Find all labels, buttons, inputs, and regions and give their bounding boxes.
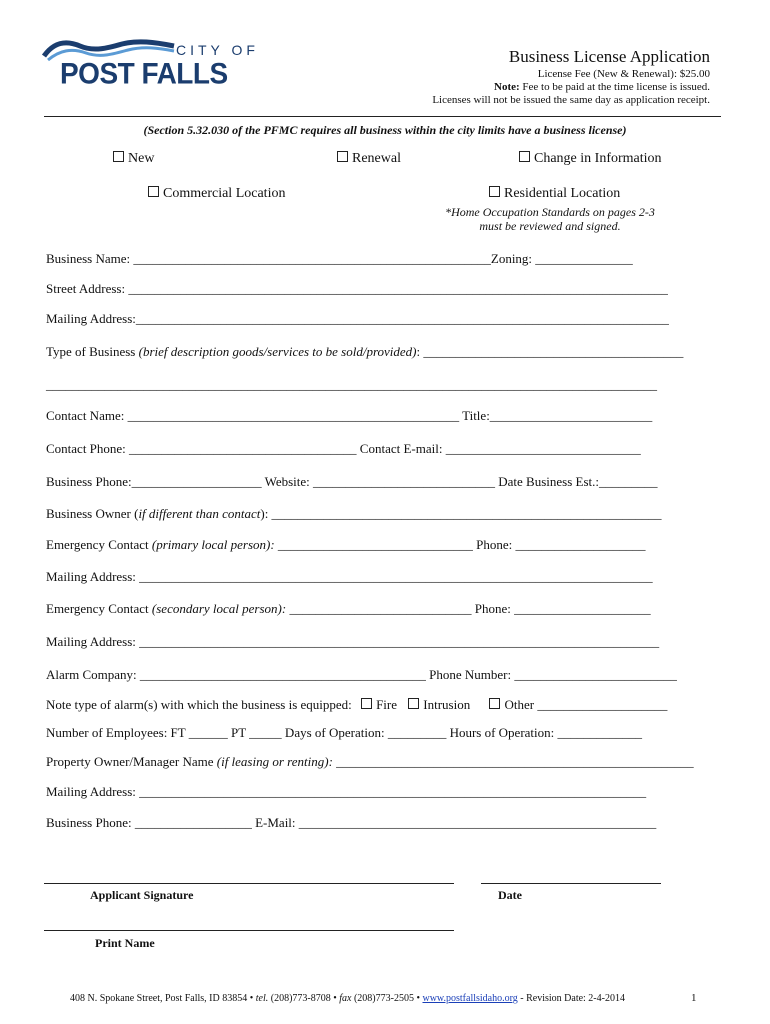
option-renewal-label: Renewal <box>352 151 401 166</box>
alarm-type-label: Note type of alarm(s) with which the business is equipped: <box>46 697 352 712</box>
field-type-of-business[interactable] <box>46 344 683 360</box>
alarm-fire-label: Fire <box>376 697 398 712</box>
type-line: : ________________________________________ <box>416 344 684 359</box>
option-change-label: Change in Information <box>534 151 662 166</box>
checkbox-intrusion[interactable] <box>408 698 419 709</box>
option-new[interactable] <box>113 151 154 167</box>
footer <box>70 993 625 1004</box>
print-name-label: Print Name <box>95 936 155 950</box>
logo-city-text: CITY OF <box>176 42 259 58</box>
section-note: (Section 5.32.030 of the PFMC requires all business within the city limits have a business license) <box>143 123 627 137</box>
alarm-other-label: Other ____________________ <box>504 697 668 712</box>
owner-mgr-hint: (if leasing or renting): <box>216 754 333 769</box>
field-type-of-business-line-2[interactable]: ______________________________________________________________________________________________ <box>46 377 657 392</box>
type-label: Type of Business <box>46 344 139 359</box>
option-commercial[interactable] <box>148 186 285 202</box>
fee-note-text: Fee to be paid at the time license is issued. <box>519 81 710 93</box>
license-fee: License Fee (New & Renewal): $25.00 <box>537 68 710 80</box>
owner-hint: if different than contact <box>138 506 261 521</box>
page-number: 1 <box>691 992 697 1004</box>
field-mailing-address-1[interactable]: Mailing Address:__________________________________________________________________________________ <box>46 311 669 326</box>
same-day-note: Licenses will not be issued the same day as application receipt. <box>432 94 710 106</box>
field-mailing-address-3[interactable]: Mailing Address: ________________________________________________________________________________ <box>46 634 660 649</box>
owner-mgr-line: _______________________________________________________ <box>332 754 694 769</box>
owner-line: ): ____________________________________________________________ <box>260 506 662 521</box>
checkbox-commercial[interactable] <box>148 186 159 197</box>
applicant-signature-label: Applicant Signature <box>90 888 194 902</box>
page-title: Business License Application <box>508 47 710 66</box>
date-line[interactable] <box>481 883 661 884</box>
option-commercial-label: Commercial Location <box>163 186 286 201</box>
field-mailing-address-2[interactable]: Mailing Address: _______________________________________________________________________________ <box>46 569 653 584</box>
footer-address: 408 N. Spokane Street, Post Falls, ID 83854 <box>70 993 248 1004</box>
emerg2-hint: (secondary local person): <box>151 601 287 616</box>
option-renewal[interactable] <box>337 151 401 167</box>
option-residential[interactable] <box>489 186 620 202</box>
field-business-name[interactable]: Business Name: _______________________________________________________Zoning: _______________ <box>46 251 633 266</box>
bullet-3: • <box>416 993 423 1004</box>
checkbox-new[interactable] <box>113 151 124 162</box>
header-divider <box>44 116 721 117</box>
field-business-phone-email[interactable]: Business Phone: __________________ E-Mail: _______________________________________________________ <box>46 815 657 830</box>
revision-date: - Revision Date: 2-4-2014 <box>517 993 625 1004</box>
option-new-label: New <box>128 151 155 166</box>
website-link[interactable]: www.postfallsidaho.org <box>422 993 518 1004</box>
field-property-owner[interactable] <box>46 754 694 770</box>
checkbox-fire[interactable] <box>361 698 372 709</box>
alarm-intrusion-label: Intrusion <box>423 697 471 712</box>
emerg2-line: ____________________________ Phone: _____________________ <box>286 601 651 616</box>
fee-note-label: Note: <box>494 81 520 93</box>
field-mailing-address-4[interactable]: Mailing Address: ______________________________________________________________________________ <box>46 784 647 799</box>
field-contact-phone[interactable]: Contact Phone: ___________________________________ Contact E-mail: ______________________________ <box>46 441 641 456</box>
field-emergency-contact-primary[interactable] <box>46 537 646 553</box>
home-occupation-note-2: must be reviewed and signed. <box>479 219 621 233</box>
checkbox-other[interactable] <box>489 698 500 709</box>
field-business-owner[interactable] <box>46 506 662 522</box>
bullet-1: • <box>249 993 256 1004</box>
field-contact-name[interactable]: Contact Name: ___________________________________________________ Title:_________________________ <box>46 408 653 423</box>
option-change[interactable] <box>519 151 662 167</box>
field-alarm-type[interactable] <box>46 697 667 713</box>
field-employees-operation[interactable]: Number of Employees: FT ______ PT _____ Days of Operation: _________ Hours of Operation: _____________ <box>46 725 643 740</box>
applicant-signature-line[interactable] <box>44 883 454 884</box>
emerg1-hint: (primary local person): <box>151 537 275 552</box>
print-name-line[interactable] <box>44 930 454 931</box>
footer-fax: (208)773-2505 <box>351 993 414 1004</box>
fax-label: fax <box>339 993 352 1004</box>
fee-note <box>494 81 710 93</box>
field-business-phone[interactable]: Business Phone:____________________ Website: ____________________________ Date Business Est.:_________ <box>46 474 658 489</box>
emerg1-line: ______________________________ Phone: ____________________ <box>274 537 646 552</box>
field-emergency-contact-secondary[interactable] <box>46 601 651 617</box>
footer-tel: (208)773-8708 <box>268 993 331 1004</box>
option-residential-label: Residential Location <box>504 186 621 201</box>
home-occupation-note-1: *Home Occupation Standards on pages 2-3 <box>445 205 655 219</box>
owner-mgr-label: Property Owner/Manager Name <box>46 754 217 769</box>
checkbox-residential[interactable] <box>489 186 500 197</box>
owner-label: Business Owner ( <box>46 506 139 521</box>
checkbox-renewal[interactable] <box>337 151 348 162</box>
field-alarm-company[interactable]: Alarm Company: ____________________________________________ Phone Number: _________________________ <box>46 667 677 682</box>
field-street-address[interactable]: Street Address: ___________________________________________________________________________________ <box>46 281 668 296</box>
bullet-2: • <box>333 993 340 1004</box>
type-hint: (brief description goods/services to be sold/provided) <box>138 344 417 359</box>
tel-label: tel. <box>255 993 269 1004</box>
date-label: Date <box>498 888 522 902</box>
emerg1-label: Emergency Contact <box>46 537 152 552</box>
emerg2-label: Emergency Contact <box>46 601 152 616</box>
checkbox-change[interactable] <box>519 151 530 162</box>
logo-main-text: POST FALLS <box>60 57 228 90</box>
